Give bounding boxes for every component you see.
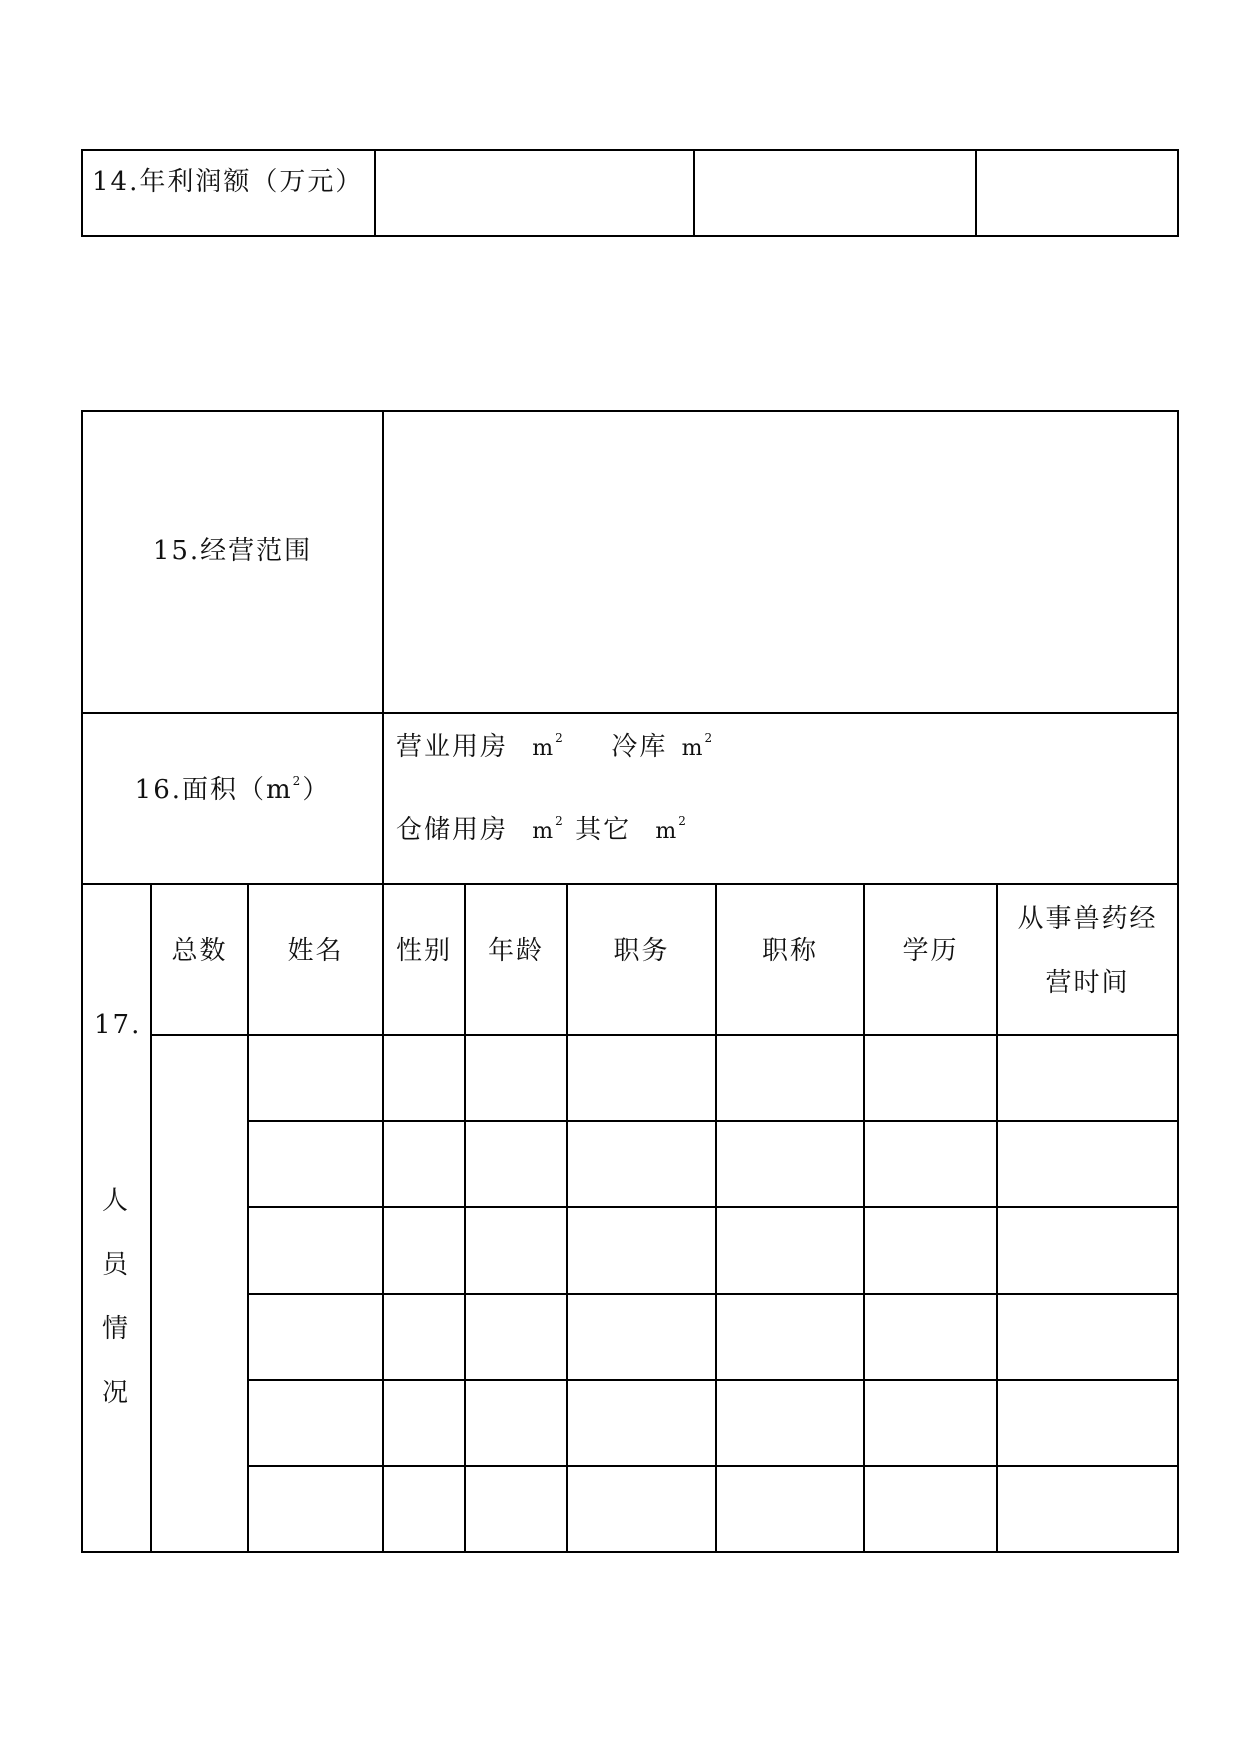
table-row[interactable] [249, 1122, 1177, 1206]
area-line-1: 营业用房 $m^2$ 冷库 $m^2$ [396, 731, 715, 762]
total-count-cell[interactable] [152, 1036, 247, 1551]
header-gender: 性别 [395, 936, 452, 966]
personnel-vertical-label: 人 员 情 况 [101, 1186, 128, 1408]
table-row[interactable] [249, 1208, 1177, 1293]
area-line-2: 仓储用房 $m^2$ 其它 $m^2$ [396, 814, 688, 845]
table-row[interactable] [249, 1381, 1177, 1465]
header-experience-line1: 从事兽药经 [1017, 904, 1158, 934]
annual-profit-label: 14.年利润额（万元） [92, 167, 364, 197]
header-experience-line2: 营时间 [1045, 968, 1130, 998]
personnel-number: 17. [94, 1010, 142, 1040]
table-row[interactable] [249, 1036, 1177, 1120]
cold-storage-label: 冷库 [611, 732, 668, 762]
table-row[interactable] [249, 1467, 1177, 1551]
table-row[interactable] [249, 1295, 1177, 1379]
header-total: 总数 [171, 936, 228, 966]
business-scope-field[interactable] [384, 412, 1177, 712]
annual-profit-cell-1[interactable] [376, 151, 693, 235]
warehouse-label: 仓储用房 [396, 815, 509, 845]
header-title: 职称 [761, 936, 818, 966]
header-education: 学历 [902, 936, 959, 966]
header-age: 年龄 [487, 936, 544, 966]
business-scope-label: 15.经营范围 [152, 536, 313, 566]
business-premises-label: 营业用房 [396, 732, 509, 762]
header-position: 职务 [613, 936, 670, 966]
annual-profit-cell-3[interactable] [977, 151, 1177, 235]
area-label: 16.面积$(m^2)$ [134, 774, 331, 805]
annual-profit-cell-2[interactable] [695, 151, 975, 235]
other-label: 其它 [575, 815, 632, 845]
header-name: 姓名 [287, 936, 344, 966]
